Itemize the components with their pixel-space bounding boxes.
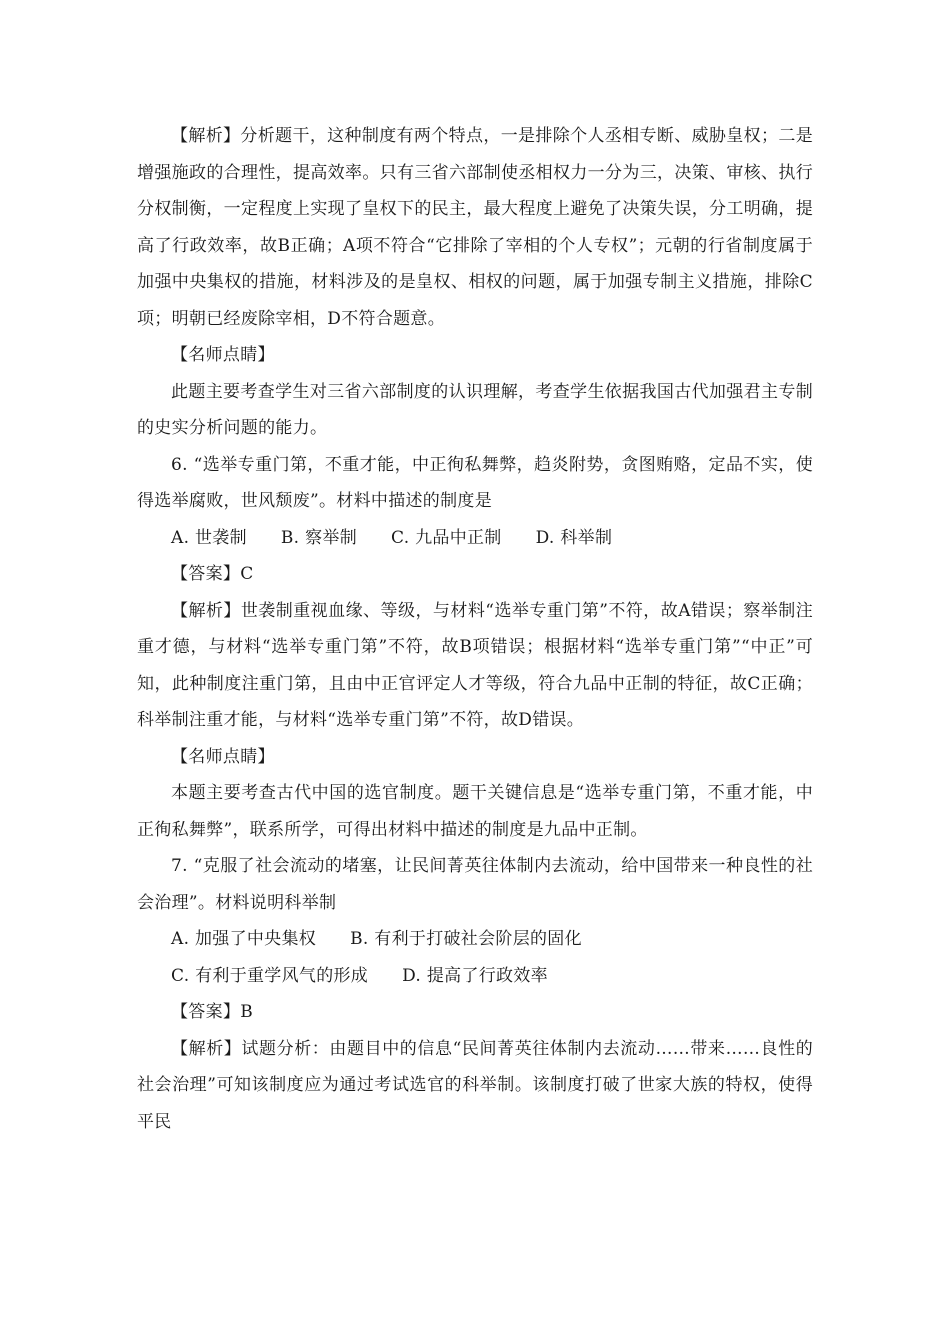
option-c: C. 有利于重学风气的形成 [171, 965, 369, 986]
option-c: C. 九品中正制 [391, 527, 502, 548]
question-7: 7. “克服了社会流动的堵塞，让民间菁英往体制内去流动，给中国带来一种良性的社会治理”。材料说明科举制 [137, 856, 813, 913]
tip-title-q5: 【名师点睛】 [171, 345, 275, 365]
option-d: D. 科举制 [535, 527, 613, 548]
question-7-options-row2 [137, 958, 813, 995]
tip-q5: 此题主要考查学生对三省六部制度的认识理解，考查学生依据我国古代加强君主专制的史实分析问题的能力。 [137, 381, 813, 438]
option-b: B. 察举制 [280, 527, 357, 548]
analysis-q7: 【解析】试题分析：由题目中的信息“民间菁英往体制内去流动……带来……良性的社会治理”可知该制度应为通过考试选官的科举制。该制度打破了世家大族的特权，使得平民 [137, 1038, 813, 1132]
question-6: 6. “选举专重门第，不重才能，中正徇私舞弊，趋炎附势，贪图贿赂，定品不实，使得选举腐败，世风颓废”。材料中描述的制度是 [137, 454, 813, 511]
tip-q6: 本题主要考查古代中国的选官制度。题干关键信息是“选举专重门第，不重才能，中正徇私舞弊”，联系所学，可得出材料中描述的制度是九品中正制。 [137, 783, 813, 840]
option-a: A. 加强了中央集权 [171, 929, 317, 949]
tip-title-q6: 【名师点睛】 [171, 746, 275, 767]
question-6-options [137, 520, 813, 557]
analysis-q5: 【解析】分析题干，这种制度有两个特点，一是排除个人丞相专断、威胁皇权；二是增强施政的合理性，提高效率。只有三省六部制使丞相权力一分为三，决策、审核、执行分权制衡，一定程度上实现了皇权下的民主，最大程度上避免了决策失误，分工明确，提高了行政效率，故B正确；A项不符合“它排除了宰相的个人专权”；元朝的行省制度属于加强中央集权的措施，材料涉及的是皇权、相权的问题，属于加强专制主义措施，排除C项；明朝已经废除宰相，D不符合题意。 [137, 126, 813, 329]
question-7-options-row1 [137, 921, 813, 958]
analysis-q6: 【解析】世袭制重视血缘、等级，与材料“选举专重门第”不符，故A错误；察举制注重才德，与材料“选举专重门第”不符，故B项错误；根据材料“选举专重门第”“中正”可知，此种制度注重门第，且由中正官评定人才等级，符合九品中正制的特征，故C正确；科举制注重才能，与材料“选举专重门第”不符，故D错误。 [137, 600, 813, 730]
document-page [137, 118, 813, 1140]
answer-q6: 【答案】C [171, 564, 254, 584]
option-a: A. 世袭制 [171, 527, 247, 548]
option-b: B. 有利于打破社会阶层的固化 [350, 929, 582, 949]
option-d: D. 提高了行政效率 [402, 965, 548, 986]
answer-q7: 【答案】B [171, 1002, 253, 1022]
